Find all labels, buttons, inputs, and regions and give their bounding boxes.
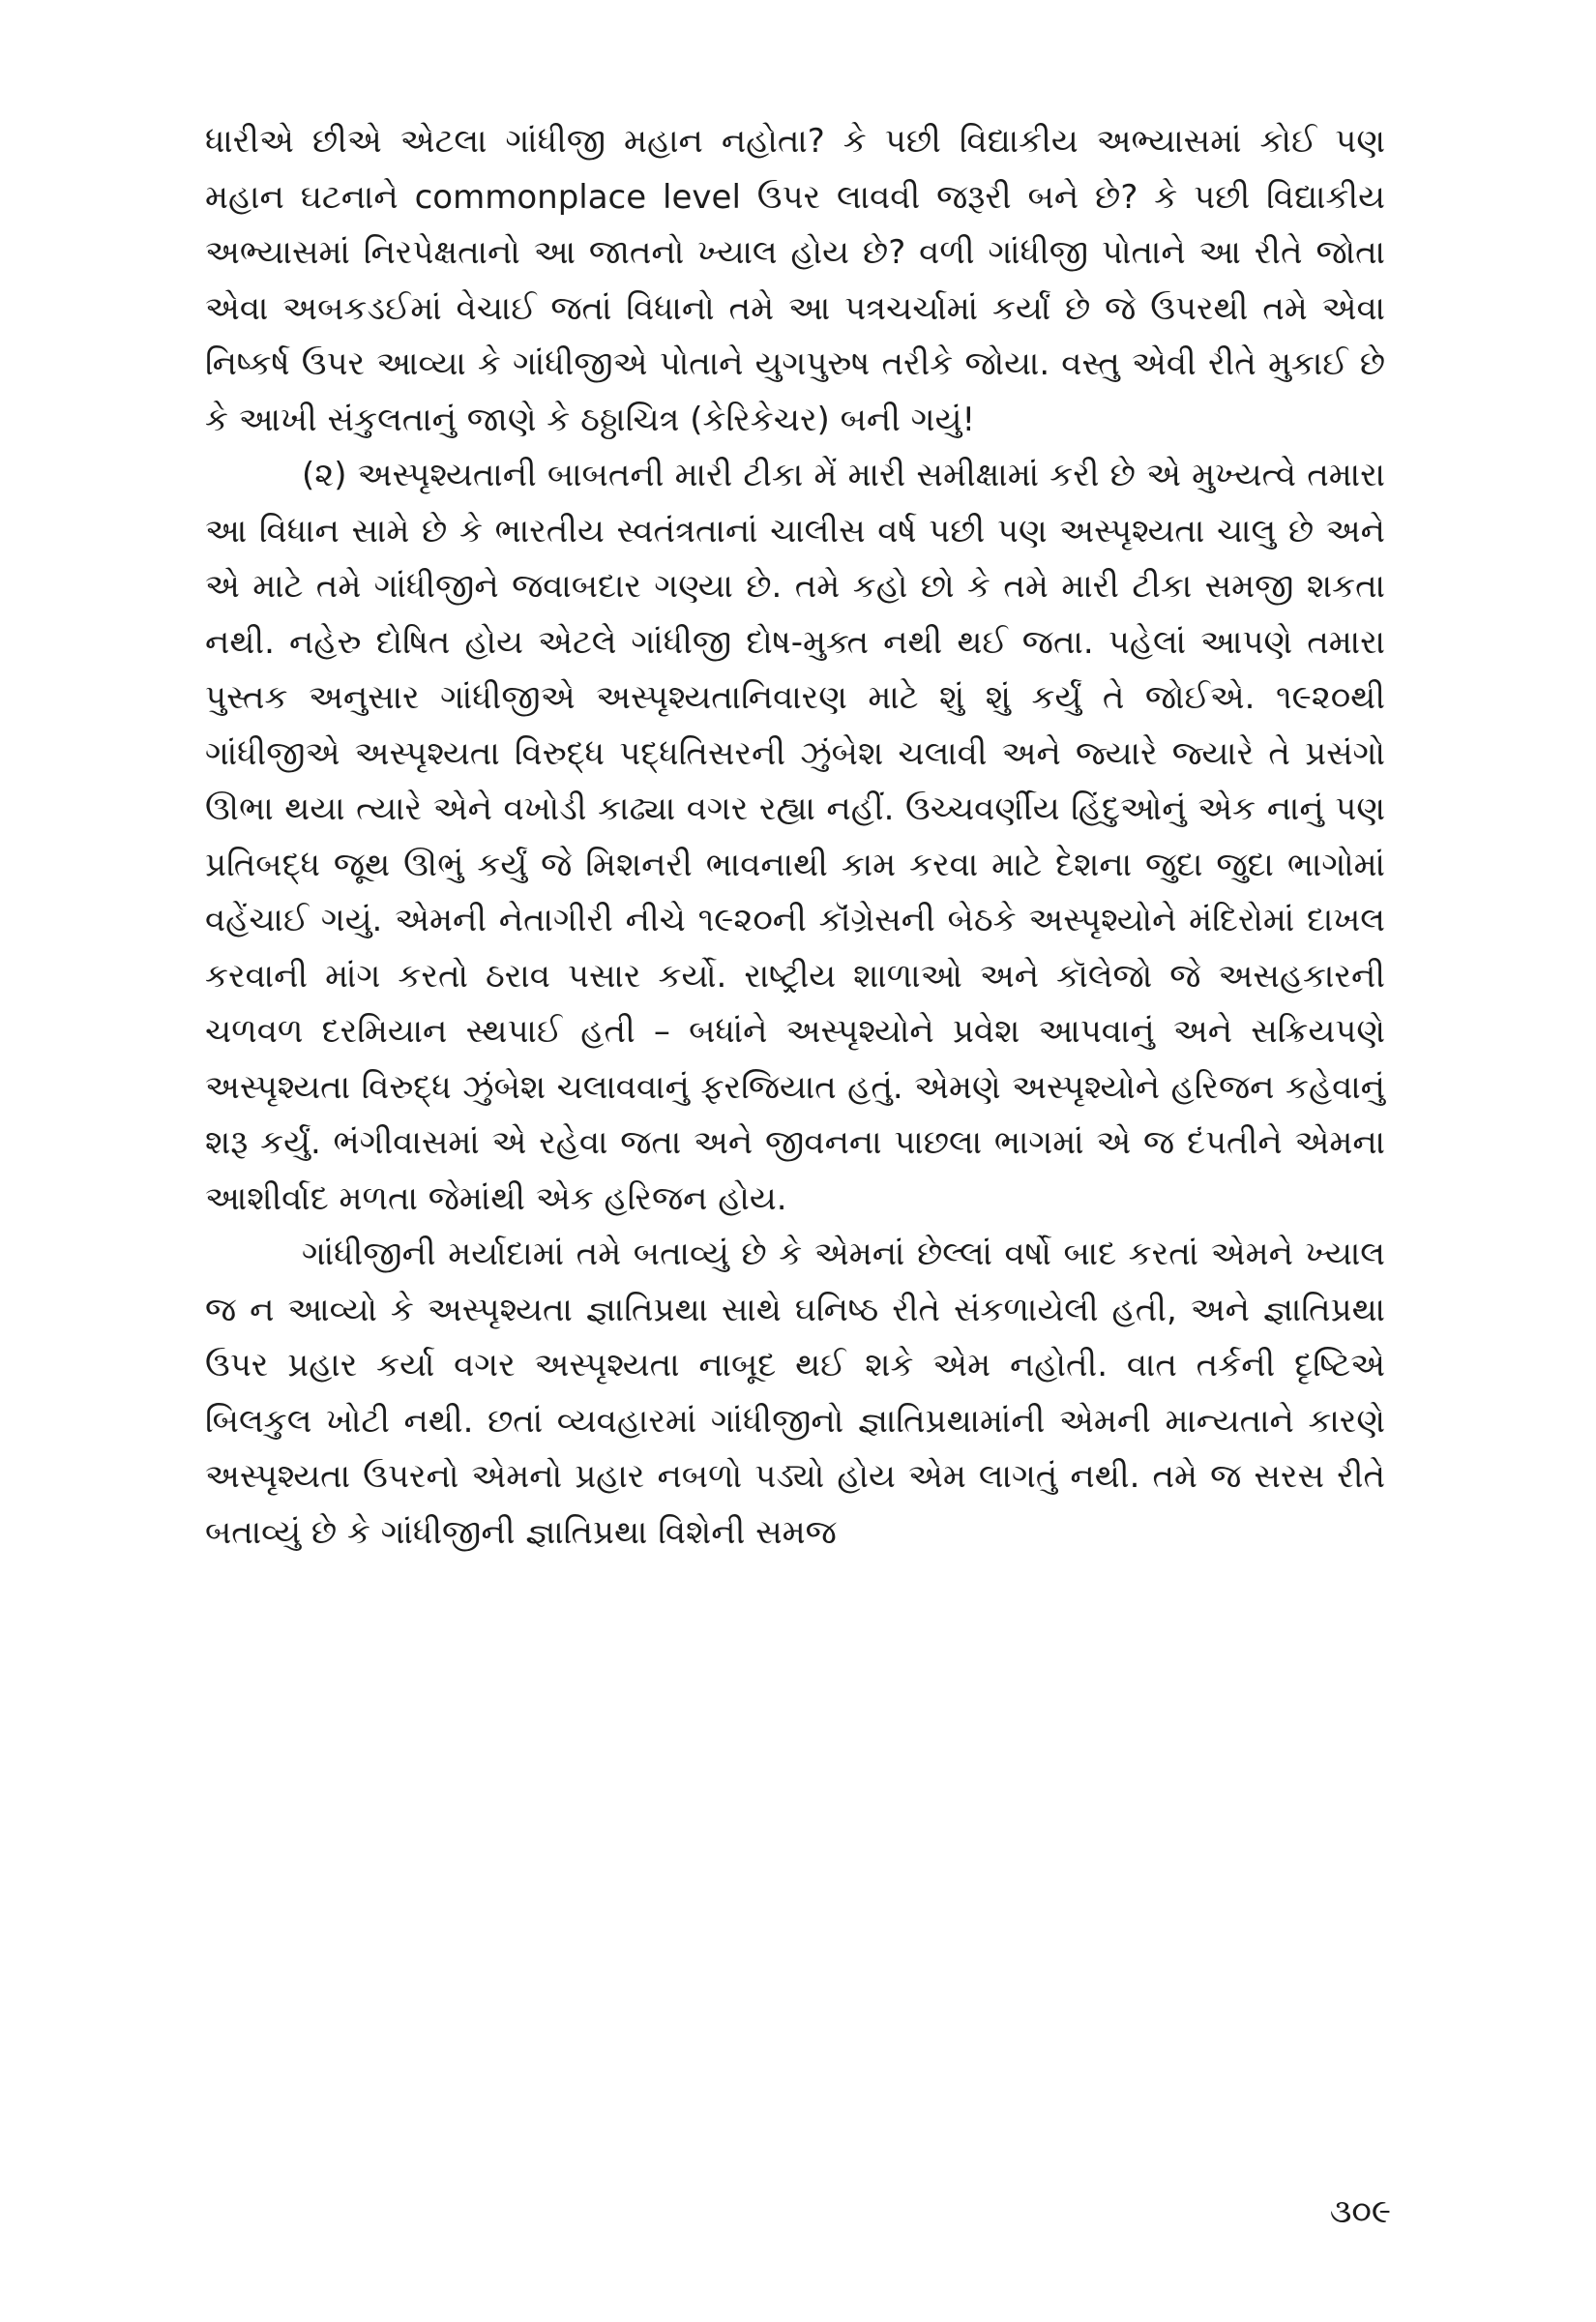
paragraph-1: ધારીએ છીએ એટલા ગાંધીજી મહાન નહોતા? કે પછી વિદ્યાકીય અભ્યાસમાં કોઈ પણ મહાન ઘટનાને commonplace level ઉપર લાવવી જરૂરી બને છે? કે પછી વિદ્યાકીય અભ્યાસમાં નિરપેક્ષતાનો આ જાતનો ખ્યાલ હોય છે? વળી ગાંધીજી પોતાને આ રીતે જોતા એવા અબકડઈમાં વેચાઈ જતાં વિધાનો તમે આ પત્રચર્ચામાં કર્યાં છે જે ઉપરથી તમે એવા નિષ્કર્ષ ઉપર આવ્યા કે ગાંધીજીએ પોતાને યુગપુરુષ તરીકે જોયા. વસ્તુ એવી રીતે મુકાઈ છે કે આખી સંકુલતાનું જાણે કે ઠઠ્ઠાચિત્ર (કેરિકેચર) બની ગયું! (205, 122, 1385, 439)
paragraph-3: ગાંધીજીની મર્યાદામાં તમે બતાવ્યું છે કે એમનાં છેલ્લાં વર્ષો બાદ કરતાં એમને ખ્યાલ જ ન આવ્યો કે અસ્પૃશ્યતા જ્ઞાતિપ્રથા સાથે ઘનિષ્ઠ રીતે સંકળાયેલી હતી, અને જ્ઞાતિપ્રથા ઉપર પ્રહાર કર્યા વગર અસ્પૃશ્યતા નાબૂદ થઈ શકે એમ નહોતી. વાત તર્કની દૃષ્ટિએ બિલકુલ ખોટી નથી. છતાં વ્યવહારમાં ગાંધીજીનો જ્ઞાતિપ્રથામાંની એમની માન્યતાને કારણે અસ્પૃશ્યતા ઉપરનો એમનો પ્રહાર નબળો પડ્યો હોય એમ લાગતું નથી. તમે જ સરસ રીતે બતાવ્યું છે કે ગાંધીજીની જ્ઞાતિપ્રથા વિશેની સમજ (205, 1235, 1385, 1552)
paragraph-2: (૨) અસ્પૃશ્યતાની બાબતની મારી ટીકા મેં મારી સમીક્ષામાં કરી છે એ મુખ્યત્વે તમારા આ વિધાન સામે છે કે ભારતીય સ્વતંત્રતાનાં ચાલીસ વર્ષ પછી પણ અસ્પૃશ્યતા ચાલુ છે અને એ માટે તમે ગાંધીજીને જવાબદાર ગણ્યા છે. તમે કહો છો કે તમે મારી ટીકા સમજી શકતા નથી. નહેરુ દોષિત હોય એટલે ગાંધીજી દોષ-મુક્ત નથી થઈ જતા. પહેલાં આપણે તમારા પુસ્તક અનુસાર ગાંધીજીએ અસ્પૃશ્યતાનિવારણ માટે શું શું કર્યું તે જોઈએ. ૧૯૨૦થી ગાંધીજીએ અસ્પૃશ્યતા વિરુદ્ધ પદ્ધતિસરની ઝુંબેશ ચલાવી અને જ્યારે જ્યારે તે પ્રસંગો ઊભા થયા ત્યારે એને વખોડી કાઢ્યા વગર રહ્યા નહીં. ઉચ્ચવર્ણીય હિંદુઓનું એક નાનું પણ પ્રતિબદ્ધ જૂથ ઊભું કર્યું જે મિશનરી ભાવનાથી કામ કરવા માટે દેશના જુદા જુદા ભાગોમાં વહેંચાઈ ગયું. એમની નેતાગીરી નીચે ૧૯૨૦ની કૉંગ્રેસની બેઠકે અસ્પૃશ્યોને મંદિરોમાં દાખલ કરવાની માંગ કરતો ઠરાવ પસાર કર્યો. રાષ્ટ્રીય શાળાઓ અને કૉલેજો જે અસહકારની ચળવળ દરમિયાન સ્થપાઈ હતી – બધાંને અસ્પૃશ્યોને પ્રવેશ આપવાનું અને સક્રિયપણે અસ્પૃશ્યતા વિરુદ્ધ ઝુંબેશ ચલાવવાનું ફરજિયાત હતું. એમણે અસ્પૃશ્યોને હરિજન કહેવાનું શરૂ કર્યું. ભંગીવાસમાં એ રહેવા જતા અને જીવનના પાછલા ભાગમાં એ જ દંપતીને એમના આશીર્વાદ મળતા જેમાંથી એક હરિજન હોય. (205, 456, 1385, 1218)
body-text (205, 114, 1385, 1561)
page-number: ૩૦૯ (1329, 2192, 1391, 2231)
